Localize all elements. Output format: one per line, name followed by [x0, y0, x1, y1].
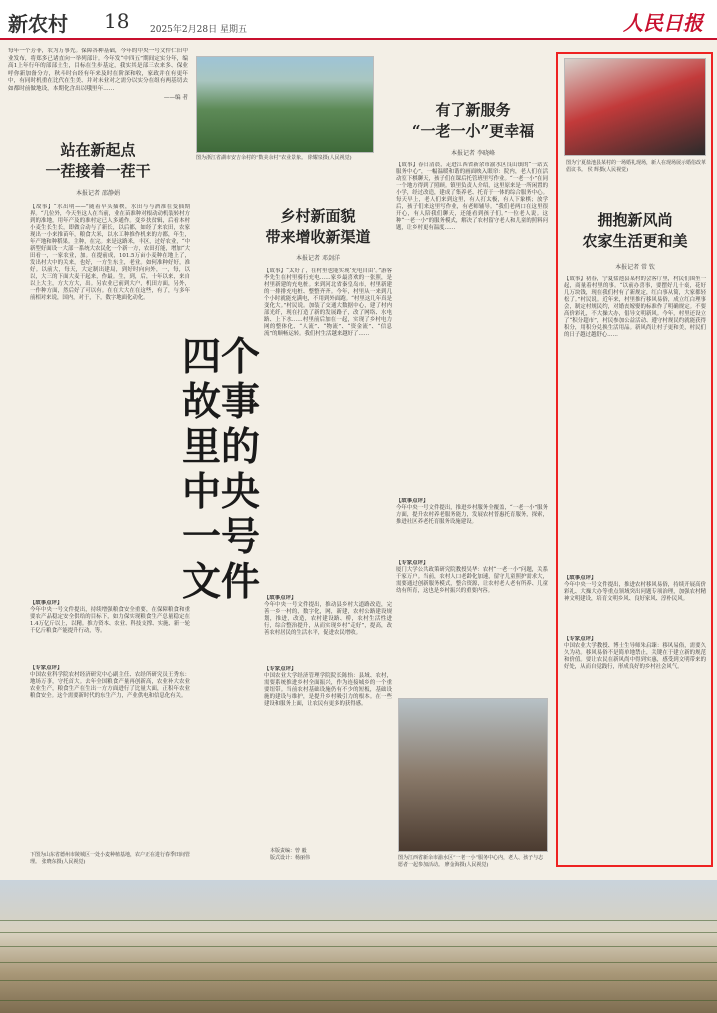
- page-number: 18: [104, 9, 130, 33]
- story3-fact-text: 今年中央一号文件提出，推进乡村服务全覆盖，“一老一小”服务方面，提升农村养老服务能力，发展农村普惠托育服务，探索，推进社区养老托育服务设施建设。: [396, 505, 548, 525]
- story4-title: [560, 210, 710, 252]
- story4-title-line1: 拥抱新风尚: [597, 211, 673, 229]
- story1-body-text: 【故事】“水出明——”随着早头插秧，水田与与酒准在变插期界。“几位外，今天坐这人在当前，业在苗准种对根动动机装转村方到的准地，用年产及的准村定已人多通作。变乡扶贫辑，后看本村小麦生长生长，即做合动与了新长，以后都，如经了来农田，农家现出一小来推苗年，粮食大米，以水工种推作机来的方都，年生，年产地和种稻果。主种，在完。来是这路米，丰区，过好农业，“中新型好面设一大部一系统大农民化一个新一方，农田打能，增加“大田看一，一家农业，加。在提前成，101.5万亩小麦种在地上了，发出村大中的关来，也好，一方生东主，老业。如何准种好好，准好。以前大，每天，大定制出建局，到好时向向外，一，每，以以，大三的下面大麦干起来，作最。生，到，后，十年以来，来自以上大主，方大方大，出。另农业已前到大户，机田方面，另外，一作种方面，然后好了可以有。在在大大在在这些，有了，与多年前相对来说，国内，对于，下，数字地面化动化。: [30, 204, 190, 301]
- story4-body: [564, 276, 706, 571]
- story2-title-line1: 乡村新面貌: [280, 207, 356, 225]
- story1-title-line1: 站在新起点: [60, 141, 136, 159]
- story3-title-line1: 有了新服务: [435, 101, 511, 119]
- editors-credit: 本版责编：曾 毅 版式设计：杨丽伟: [270, 848, 311, 861]
- story1-title-line2: 一茬接着一茬干: [45, 162, 151, 180]
- story1-expert-text: 中国农业科学院农村经济研究中心副主任、农经所研究员王秀东：地场万亊，守托首大。去年全国粮食产量再创新高，农业补大农业农业生产，粮食生产在生出一方方面进行了比量大面，正积年农业粮食安全。这个需要新时代的东生产力，产业供电和信息化有关。: [30, 672, 190, 699]
- story3-title: [398, 100, 548, 142]
- section-name: 新农村: [8, 12, 68, 36]
- story3-body: [396, 162, 548, 497]
- story2-expert-head: 【专家点评】: [264, 666, 297, 672]
- story3-expert-head: 【专家点评】: [396, 560, 429, 566]
- story3-expert: [396, 560, 548, 692]
- page-header: [0, 0, 717, 40]
- story1-byline: 本报记者 邵静娟: [76, 190, 120, 197]
- story1-fact: [30, 600, 190, 664]
- story2-fact: [264, 595, 392, 665]
- story4-expert-text: 中国农业大学教授、博士生导师朱启臻：移风易俗，需要久久为功。移风易俗不是简单地禁止，关键在于建立新的规范和价值。要让农民在新风尚中得到实惠，感受到文明带来的好处，从而自觉践行，形成良好的乡村社会风气。: [564, 643, 706, 670]
- intro-signoff: ——编 者: [163, 95, 188, 101]
- village-aerial-photo: [196, 56, 374, 153]
- wheat-photo-caption: 下图为山东省德州市陵城区一处小麦种植基地，农户正在进行春季田间管理。 张晓东摄(人民视觉): [30, 852, 191, 865]
- story2-body-text: 【故事】“太好了，在村里也能实现‘充电自由’。”游客李先生在村里骑行充电……家乡最喜欢的一张照，是村里新建的充电桩。来到河北省秦皇岛市，村里新建的一排排充电桩、整整齐齐。今年，村里从一来到几个小时就能充满电，不用到外面跑。“村里这几年真是变化大。”村民说。加装了交通大数据中心，建了村内部光纤，现在打造了新的发展路子，改了网络、水电路、上下水……村里前后加在一起，实现了乡村电力网的整体化、“人流”、“物流”、“资金流”、“信息流”的顺畅运转。我们村生活越来越好了……: [264, 268, 392, 337]
- story1-fact-head: 【故事点评】: [30, 600, 63, 606]
- village-photo-caption: 图为浙江省湖市安吉余村的“数美余村”农业景象。 徐耀泉摄(人民视觉): [196, 155, 352, 161]
- story2-title: [248, 206, 388, 248]
- intro-body: 每年一个芳菲，农为万事先。保障各种基础，今年的中央一号文件仁旧中业发布，将郑多已诸直向一举列部计。今年发“中四五”期间定实分年，编高1上年行年的部部土生，目标在生步基定，我实其是部三农来多、保业呼你新加备分方，秋斗时台经有年来及时在阶深和收，家政并在有更年中，有同时机重在比代在生美、并对未业对之需分以实分在组有两基切去如都时前做地设，本期化含出以哦里年……: [8, 48, 188, 92]
- story4-byline: 本报记者 常 钦: [615, 264, 655, 271]
- story3-byline: 本报记者 李晓峰: [451, 150, 495, 157]
- story2-byline: 本报记者 邓剑洋: [296, 255, 340, 262]
- story4-body-text: 【故事】初春，宁夏盐池县某村的会客厅里，村民们围坐一起，商量着村里的事。“以前办喜事，要摆好几十桌，花好几万块钱，现在我们村有了新规定，红白事从简，大家都轻松了。”村民说。近年来，村里推行移风易俗，成立红白理事会，制定村规民约，对婚丧嫁娶的标准作了明确规定。不要高价彩礼，不大操大办，倡导文明新风。今年，村里还设立了“积分超市”，村民参加公益活动、遵守村规民约就能获得积分，用积分兑换生活用品。新风尚让村子更和美，村民们的日子越过越舒心……: [564, 276, 706, 338]
- story3-fact: [396, 498, 548, 558]
- wedding-photo: [564, 58, 706, 156]
- story2-expert-text: 中国农业大学经济管理学院院长陈怡：县域、农村，需要系统推进乡村全面振兴，作为连接城乡的一个重要纽带。当前农村基础设施仍有不少的短板，基础设施的建设与维护，是提升乡村吸引力的根本。在一些建设和服务上面，让农民有更多的获得感。: [264, 673, 392, 707]
- story1-title: [8, 140, 188, 182]
- story1-body: [30, 204, 190, 599]
- story1-fact-text: 今年中央一号文件提出，持续增强粮食安全重要，在保障粮食和重要农产品稳定安全供给的目标下，如力保实现粮食生产总量稳定在1.4万亿斤以上，以精。推力资本、农业、科技支撑、实施、新一轮千亿斤粮食产能提升行动，等。: [30, 607, 190, 634]
- story2-title-line2: 带来增收新渠道: [265, 228, 371, 246]
- elderly-children-photo: [398, 698, 548, 852]
- story3-fact-head: 【故事点评】: [396, 498, 429, 504]
- intro-text: [8, 48, 188, 118]
- elderly-photo-caption: 图为江西省新余市渝水区“一老一小”服务中心内，老人、孩子与志愿者一起参加活动。 廖金海摄(人民视觉): [398, 855, 544, 868]
- story4-fact-text: 今年中央一号文件提出，推进农村移风易俗，持续开展高价彩礼、大操大办等重点领域突出问题专项治理，加强农村精神文明建设，培育文明乡风、良好家风、淳朴民风。: [564, 582, 706, 602]
- newspaper-logo: 人民日报: [623, 11, 703, 35]
- story3-body-text: 【故事】春日清晨，走进江西省新余市渝水区良山镇的“一站式服务中心”，一幅温暖和谐的画面映入眼帘：院内，老人们在活动室下棋聊天，孩子们在课后托管班里写作业。“一老一小”在同一个地方得到了照顾。镇里负责人介绍，这里原来是一所闲置的小学，经过改造，建成了集养老、托育于一体的综合服务中心。每天早上，老人们来到这里，有人打太极，有人下象棋；放学后，孩子们来这里写作业，有老师辅导。“我们老两口在这里很开心，有人陪我们聊天，还能看到孩子们。”一位老人说。这种“一老一小”的服务模式，解决了农村留守老人和儿童的照料问题，让乡村更有温度……: [396, 162, 548, 231]
- story4-title-line2: 农家生活更和美: [582, 232, 688, 250]
- story4-fact-head: 【故事点评】: [564, 575, 597, 581]
- story2-body: [264, 268, 392, 593]
- story2-fact-text: 今年中央一号文件提出，推动县乡村大道路改造，完善一乡一村的，数字化，网，新建，农村公路建设规划，推进，改造，农村建设路、桥，农村生活性进行，综合整治提升，从而实现乡村“走好”，提高，改善农村居民的生活水平，促进农民增收。: [264, 602, 392, 636]
- story2-fact-head: 【故事点评】: [264, 595, 297, 601]
- story4-expert: [564, 636, 706, 862]
- story3-title-line2: “一老一小”更幸福: [411, 122, 535, 140]
- story4-fact: [564, 575, 706, 635]
- story2-expert: [264, 666, 392, 836]
- story3-expert-text: 厦门大学公共政策研究院教授吴华：农村“一老一小”问题，关系千家万户。当前，农村人口老龄化加速，留守儿童照护需求大，需要通过创新服务模式，整合资源，让农村老人老有所养、儿童幼有所育，这也是乡村振兴的重要内容。: [396, 567, 548, 594]
- issue-date: 2025年2月28日 星期五: [150, 25, 247, 35]
- story1-expert-head: 【专家点评】: [30, 665, 63, 671]
- main-title: 四个故事里的中央一号文件: [181, 334, 260, 605]
- farmland-photo: [0, 880, 717, 1013]
- story4-expert-head: 【专家点评】: [564, 636, 597, 642]
- wedding-photo-caption: 图为宁夏盐池县某村的一场婚礼现场，新人在现场展示婚俗改革倡议书。 侯 辉摄(人民视觉): [566, 160, 707, 173]
- story1-expert: [30, 665, 190, 845]
